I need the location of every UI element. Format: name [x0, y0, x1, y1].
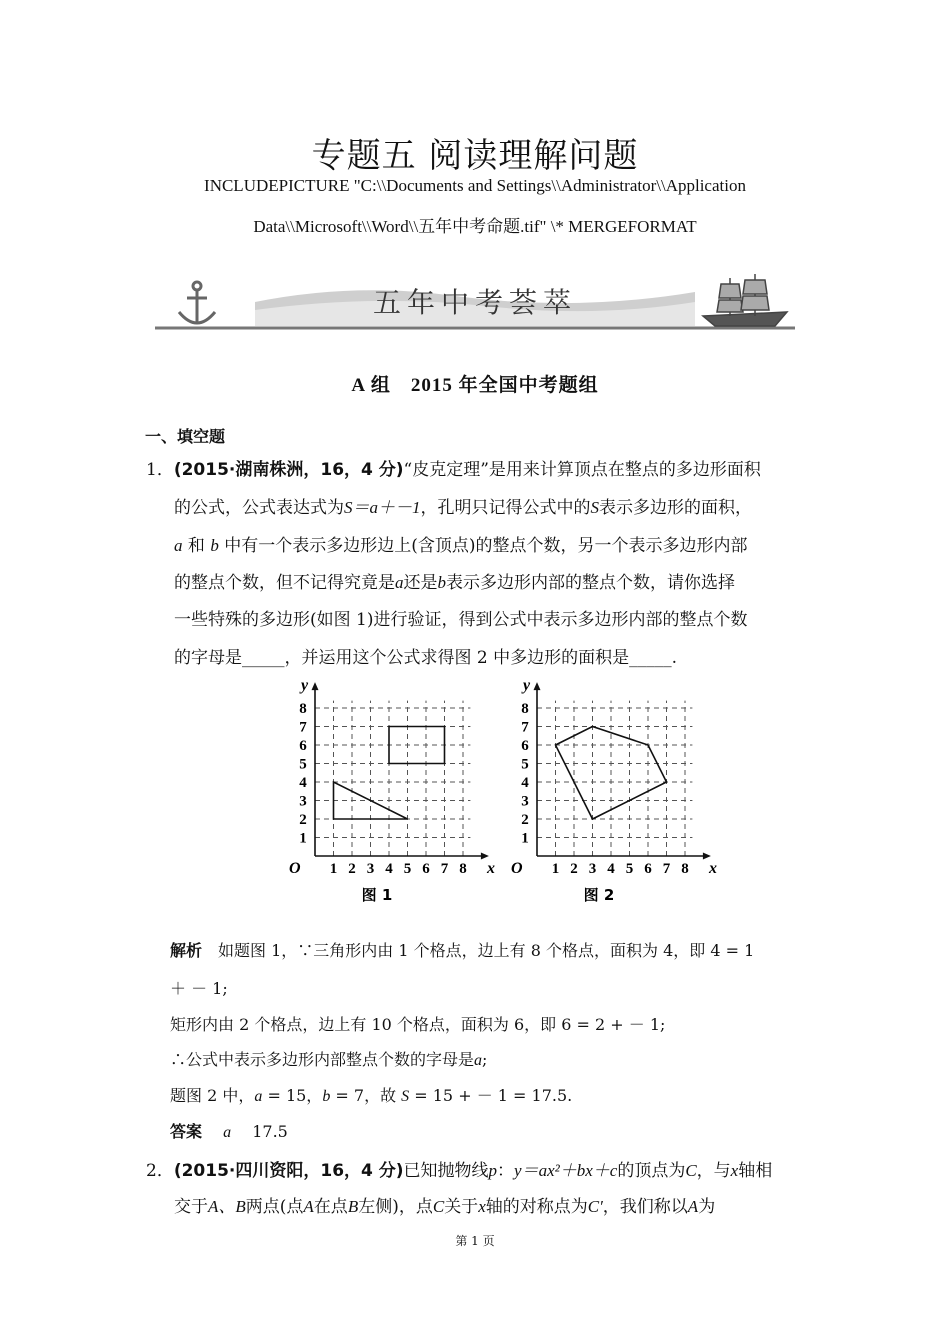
figure-2-x-arrow [703, 853, 711, 860]
figure-1 [289, 677, 495, 877]
figure-2-y-tick: 2 [521, 812, 529, 828]
answer-letter: a [223, 1124, 232, 1141]
figure-2-y-tick: 8 [521, 701, 529, 717]
figure-1-x-arrow [481, 853, 489, 860]
banner [155, 272, 795, 334]
page-title: 专题五 阅读理解问题 [311, 136, 639, 176]
question-1-line-2: 的公式，公式表达式为S＝a＋－1，孔明只记得公式中的S表示多边形的面积， [174, 498, 752, 518]
figure-2-y-tick: 5 [521, 756, 529, 773]
answer-value: 17.5 [252, 1122, 288, 1141]
figure-2-y-tick: 3 [521, 793, 529, 810]
banner-text: 五年中考荟萃 [372, 286, 578, 319]
section-heading: 一、填空题 [145, 427, 226, 446]
question-1-line-3: a 和 b 中有一个表示多边形边上(含顶点)的整点个数，另一个表示多边形内部 [174, 536, 748, 556]
figure-1-x-tick: 3 [366, 861, 375, 877]
anchor-icon [179, 282, 215, 323]
page-footer: 第 1 页 [455, 1234, 495, 1248]
group-heading: A 组 2015 年全国中考题组 [351, 375, 599, 396]
figure-1-y-arrow [312, 682, 319, 690]
figure-1-y-tick: 1 [299, 830, 307, 847]
question-1-number: 1． [146, 460, 174, 480]
figure-2-y-tick: 7 [521, 719, 529, 736]
figure-2-y-arrow [534, 682, 541, 690]
question-1-line-6: 的字母是_____，并运用这个公式求得图 2 中多边形的面积是_____. [174, 648, 678, 668]
figure-1-x-tick: 7 [440, 861, 449, 877]
figure-1-y-tick: 4 [299, 775, 307, 791]
figure-2-x-tick: 3 [588, 861, 597, 877]
question-1-source: (2015·湖南株洲，16，4 分) [173, 460, 404, 480]
analysis-line-4: ∴公式中表示多边形内部整点个数的字母是a; [170, 1050, 488, 1069]
figure-2-origin-label: O [511, 860, 523, 877]
figure-2-x-tick: 6 [644, 861, 652, 877]
analysis-line-5: 题图 2 中，a = 15，b = 7，故 S = 15 + － 1 = 17.5. [170, 1086, 573, 1105]
include-field-line-1: INCLUDEPICTURE "C:\\Documents and Settings\\Administrator\\Application [204, 176, 746, 195]
answer-label: 答案 [170, 1122, 203, 1141]
formula: S＝a＋－1 [344, 498, 421, 517]
figure-1-x-tick: 4 [385, 861, 393, 877]
figure-1-x-tick: 5 [403, 861, 412, 877]
figure-2-x-tick: 8 [681, 861, 689, 877]
figure-2-x-axis-label: x [709, 860, 718, 877]
figure-2-y-tick: 4 [521, 775, 529, 791]
figure-2-x-tick: 2 [570, 861, 578, 877]
question-2-source: (2015·四川资阳，16，4 分) [173, 1161, 404, 1181]
analysis-label: 解析 [170, 941, 203, 960]
figure-1-y-tick: 7 [299, 719, 307, 736]
figure-2-x-tick: 5 [625, 861, 634, 877]
question-2-line-1: 2．(2015·四川资阳，16，4 分)已知抛物线p：y＝ax²＋bx＋c的顶点为C，与x轴相 [146, 1161, 773, 1181]
figure-2 [511, 677, 717, 877]
question-1-line-5: 一些特殊的多边形(如图 1)进行验证，得到公式中表示多边形内部的整点个数 [174, 610, 748, 630]
figure-1-caption: 图 1 [361, 886, 393, 904]
answer-line [170, 1119, 288, 1142]
figure-1-x-tick: 2 [348, 861, 356, 877]
figure-1-y-tick: 3 [299, 793, 307, 810]
figure-2-y-tick: 1 [521, 830, 529, 847]
figure-2-caption: 图 2 [583, 886, 615, 904]
figure-1-y-axis-label: y [301, 676, 309, 694]
figure-2-x-tick: 1 [551, 861, 560, 877]
question-1-line-4: 的整点个数，但不记得究竟是a还是b表示多边形内部的整点个数，请你选择 [174, 573, 735, 593]
figures [275, 672, 718, 907]
question-1-line-1: 1．(2015·湖南株洲，16，4 分)“皮克定理”是用来计算顶点在整点的多边形面积 [146, 460, 761, 480]
figure-1-y-tick: 2 [299, 812, 307, 828]
include-field-line-2: Data\\Microsoft\\Word\\五年中考命题.tif" \* MERGEFORMAT [253, 217, 697, 236]
figure-1-x-tick: 1 [329, 861, 338, 877]
question-2-number: 2． [146, 1161, 174, 1181]
question-2-line-2: 交于A、B两点(点A在点B左侧)，点C关于x轴的对称点为C′，我们称以A为 [174, 1197, 716, 1217]
analysis-line-3: 矩形内由 2 个格点，边上有 10 个格点，面积为 6，即 6 = 2 + － 1; [170, 1015, 666, 1034]
figure-2-y-axis-label: y [523, 676, 531, 694]
sailing-ship-icon [703, 274, 787, 326]
figure-1-y-tick: 6 [299, 738, 307, 754]
figure-2-y-tick: 6 [521, 738, 529, 754]
figure-1-y-tick: 8 [299, 701, 307, 717]
figure-1-x-axis-label: x [487, 860, 496, 877]
figure-2-x-tick: 4 [607, 861, 615, 877]
figure-1-origin-label: O [289, 860, 301, 877]
figure-1-x-tick: 6 [422, 861, 430, 877]
figure-2-x-tick: 7 [662, 861, 671, 877]
figure-1-x-tick: 8 [459, 861, 467, 877]
analysis-line-1: 解析 如题图 1，∵三角形内由 1 个格点，边上有 8 个格点，面积为 4，即 4 = 1 [170, 941, 755, 960]
analysis-line-2: ＋ － 1; [170, 979, 228, 998]
figure-1-y-tick: 5 [299, 756, 307, 773]
